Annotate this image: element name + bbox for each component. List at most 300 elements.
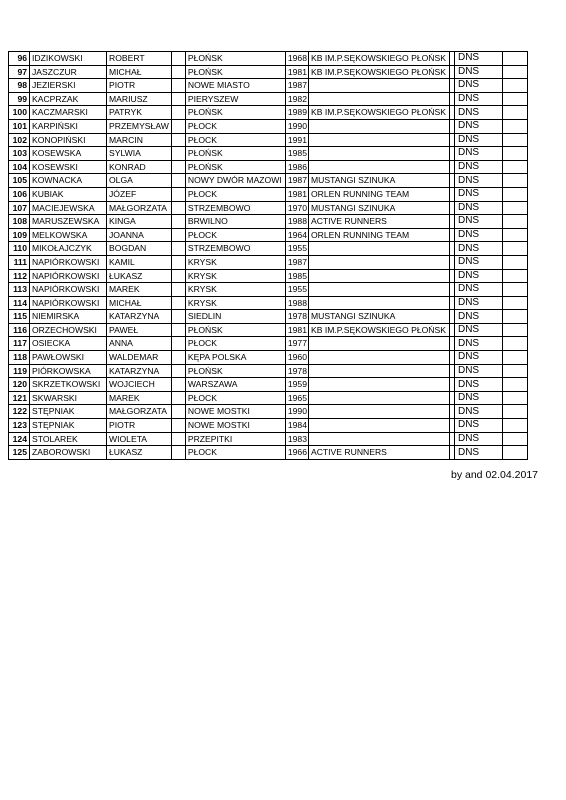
cell-club <box>308 432 449 446</box>
cell-category <box>171 201 185 215</box>
cell-city: PŁOCK <box>185 337 285 351</box>
cell-number: 98 <box>9 79 30 93</box>
cell-club <box>308 147 449 161</box>
cell-status: DNS <box>454 174 502 188</box>
cell-club <box>308 92 449 106</box>
cell-last-name: MIKOŁAJCZYK <box>30 242 107 256</box>
cell-status: DNS <box>454 432 502 446</box>
cell-status: DNS <box>454 65 502 79</box>
cell-first-name: ANNA <box>107 337 172 351</box>
cell-city: PŁOCK <box>185 133 285 147</box>
cell-first-name: MAREK <box>107 391 172 405</box>
table-row <box>9 201 528 215</box>
cell-number: 99 <box>9 92 30 106</box>
cell-category <box>171 228 185 242</box>
cell-category <box>171 133 185 147</box>
cell-city: STRZEMBOWO <box>185 242 285 256</box>
cell-birth-year: 1955 <box>285 242 308 256</box>
cell-city: PŁOCK <box>185 119 285 133</box>
cell-category <box>171 52 185 66</box>
cell-last-name: KARPIŃSKI <box>30 119 107 133</box>
cell-first-name: OLGA <box>107 174 172 188</box>
cell-birth-year: 1988 <box>285 215 308 229</box>
cell-last-name: KONOPIŃSKI <box>30 133 107 147</box>
cell-city: PŁOŃSK <box>185 160 285 174</box>
cell-category <box>171 283 185 297</box>
cell-empty <box>502 228 527 242</box>
cell-last-name: KACPRZAK <box>30 92 107 106</box>
cell-status: DNS <box>454 351 502 365</box>
cell-last-name: STĘPNIAK <box>30 405 107 419</box>
cell-club: KB IM.P.SĘKOWSKIEGO PŁOŃSK <box>308 52 449 66</box>
cell-birth-year: 1985 <box>285 147 308 161</box>
cell-first-name: KATARZYNA <box>107 310 172 324</box>
cell-empty <box>502 419 527 433</box>
cell-birth-year: 1987 <box>285 255 308 269</box>
cell-status: DNS <box>454 228 502 242</box>
table-row <box>9 351 528 365</box>
cell-first-name: WIOLETA <box>107 432 172 446</box>
cell-birth-year: 1960 <box>285 351 308 365</box>
cell-category <box>171 160 185 174</box>
cell-club: MUSTANGI SZINUKA <box>308 201 449 215</box>
cell-first-name: KATARZYNA <box>107 364 172 378</box>
cell-club <box>308 378 449 392</box>
cell-club <box>308 296 449 310</box>
cell-birth-year: 1977 <box>285 337 308 351</box>
cell-first-name: SYLWIA <box>107 147 172 161</box>
cell-last-name: NAPIÓRKOWSKI <box>30 296 107 310</box>
cell-number: 120 <box>9 378 30 392</box>
cell-first-name: JOANNA <box>107 228 172 242</box>
cell-last-name: ORZECHOWSKI <box>30 323 107 337</box>
cell-first-name: MARCIN <box>107 133 172 147</box>
cell-birth-year: 1991 <box>285 133 308 147</box>
cell-club: ACTIVE RUNNERS <box>308 446 449 460</box>
cell-empty <box>502 201 527 215</box>
table-row <box>9 269 528 283</box>
table-row <box>9 255 528 269</box>
cell-empty <box>502 215 527 229</box>
cell-birth-year: 1986 <box>285 160 308 174</box>
cell-last-name: PIÓRKOWSKA <box>30 364 107 378</box>
cell-city: PŁOCK <box>185 391 285 405</box>
cell-club: ORLEN RUNNING TEAM <box>308 228 449 242</box>
cell-category <box>171 310 185 324</box>
cell-club <box>308 255 449 269</box>
cell-category <box>171 119 185 133</box>
cell-status: DNS <box>454 187 502 201</box>
table-row <box>9 79 528 93</box>
cell-empty <box>502 310 527 324</box>
cell-number: 109 <box>9 228 30 242</box>
cell-number: 115 <box>9 310 30 324</box>
cell-birth-year: 1985 <box>285 269 308 283</box>
cell-city: NOWY DWÓR MAZOWI <box>185 174 285 188</box>
cell-city: PIERYSZEW <box>185 92 285 106</box>
cell-number: 97 <box>9 65 30 79</box>
cell-city: PŁOŃSK <box>185 106 285 120</box>
cell-empty <box>502 65 527 79</box>
cell-birth-year: 1990 <box>285 119 308 133</box>
cell-city: STRZEMBOWO <box>185 201 285 215</box>
cell-birth-year: 1964 <box>285 228 308 242</box>
cell-category <box>171 323 185 337</box>
cell-last-name: MACIEJEWSKA <box>30 201 107 215</box>
cell-empty <box>502 52 527 66</box>
cell-club <box>308 242 449 256</box>
cell-status: DNS <box>454 201 502 215</box>
cell-birth-year: 1983 <box>285 432 308 446</box>
cell-category <box>171 364 185 378</box>
cell-status: DNS <box>454 378 502 392</box>
cell-empty <box>502 337 527 351</box>
cell-club: ORLEN RUNNING TEAM <box>308 187 449 201</box>
cell-last-name: KOSEWSKI <box>30 160 107 174</box>
cell-number: 112 <box>9 269 30 283</box>
cell-first-name: JÓZEF <box>107 187 172 201</box>
cell-category <box>171 215 185 229</box>
cell-last-name: STĘPNIAK <box>30 419 107 433</box>
table-row <box>9 242 528 256</box>
table-row <box>9 337 528 351</box>
table-row <box>9 446 528 460</box>
cell-city: NOWE MIASTO <box>185 79 285 93</box>
cell-number: 116 <box>9 323 30 337</box>
cell-club <box>308 351 449 365</box>
cell-first-name: WALDEMAR <box>107 351 172 365</box>
cell-number: 108 <box>9 215 30 229</box>
cell-category <box>171 187 185 201</box>
cell-birth-year: 1987 <box>285 174 308 188</box>
cell-number: 121 <box>9 391 30 405</box>
cell-first-name: MAŁGORZATA <box>107 201 172 215</box>
cell-city: WARSZAWA <box>185 378 285 392</box>
cell-category <box>171 391 185 405</box>
cell-last-name: SKRZETKOWSKI <box>30 378 107 392</box>
table-row <box>9 378 528 392</box>
cell-empty <box>502 119 527 133</box>
cell-birth-year: 1965 <box>285 391 308 405</box>
table-row <box>9 52 528 66</box>
table-row <box>9 119 528 133</box>
cell-number: 124 <box>9 432 30 446</box>
cell-city: PRZEPITKI <box>185 432 285 446</box>
cell-category <box>171 92 185 106</box>
cell-city: BRWILNO <box>185 215 285 229</box>
cell-city: NOWE MOSTKI <box>185 419 285 433</box>
results-body <box>9 52 528 460</box>
cell-category <box>171 79 185 93</box>
cell-empty <box>502 269 527 283</box>
cell-number: 118 <box>9 351 30 365</box>
cell-number: 111 <box>9 255 30 269</box>
cell-club: KB IM.P.SĘKOWSKIEGO PŁOŃSK <box>308 106 449 120</box>
cell-first-name: MAREK <box>107 283 172 297</box>
cell-number: 122 <box>9 405 30 419</box>
cell-birth-year: 1978 <box>285 310 308 324</box>
table-row <box>9 432 528 446</box>
cell-last-name: KUBIAK <box>30 187 107 201</box>
cell-last-name: STOLAREK <box>30 432 107 446</box>
cell-status: DNS <box>454 364 502 378</box>
table-row <box>9 174 528 188</box>
cell-last-name: NIEMIRSKA <box>30 310 107 324</box>
cell-status: DNS <box>454 133 502 147</box>
cell-status: DNS <box>454 323 502 337</box>
cell-status: DNS <box>454 160 502 174</box>
cell-city: KRYSK <box>185 296 285 310</box>
cell-status: DNS <box>454 255 502 269</box>
cell-category <box>171 106 185 120</box>
cell-first-name: MARIUSZ <box>107 92 172 106</box>
cell-last-name: NAPIÓRKOWSKI <box>30 283 107 297</box>
cell-birth-year: 1984 <box>285 419 308 433</box>
cell-category <box>171 378 185 392</box>
cell-empty <box>502 391 527 405</box>
cell-number: 113 <box>9 283 30 297</box>
cell-city: PŁOŃSK <box>185 65 285 79</box>
cell-first-name: PRZEMYSŁAW <box>107 119 172 133</box>
cell-club <box>308 79 449 93</box>
cell-empty <box>502 283 527 297</box>
cell-club <box>308 269 449 283</box>
cell-category <box>171 432 185 446</box>
cell-birth-year: 1955 <box>285 283 308 297</box>
cell-first-name: MICHAŁ <box>107 296 172 310</box>
cell-birth-year: 1970 <box>285 201 308 215</box>
cell-last-name: KACZMARSKI <box>30 106 107 120</box>
cell-club <box>308 337 449 351</box>
cell-club: MUSTANGI SZINUKA <box>308 310 449 324</box>
cell-first-name: ŁUKASZ <box>107 446 172 460</box>
cell-number: 106 <box>9 187 30 201</box>
cell-city: PŁOŃSK <box>185 52 285 66</box>
cell-status: DNS <box>454 92 502 106</box>
cell-category <box>171 296 185 310</box>
cell-club: KB IM.P.SĘKOWSKIEGO PŁOŃSK <box>308 65 449 79</box>
cell-category <box>171 446 185 460</box>
cell-number: 125 <box>9 446 30 460</box>
cell-city: KRYSK <box>185 255 285 269</box>
cell-city: SIEDLIN <box>185 310 285 324</box>
cell-last-name: PAWŁOWSKI <box>30 351 107 365</box>
cell-empty <box>502 351 527 365</box>
cell-number: 105 <box>9 174 30 188</box>
table-row <box>9 228 528 242</box>
cell-first-name: WOJCIECH <box>107 378 172 392</box>
cell-city: KRYSK <box>185 283 285 297</box>
cell-number: 114 <box>9 296 30 310</box>
cell-club <box>308 160 449 174</box>
cell-last-name: SKWARSKI <box>30 391 107 405</box>
cell-number: 102 <box>9 133 30 147</box>
cell-first-name: MICHAŁ <box>107 65 172 79</box>
cell-city: KĘPA POLSKA <box>185 351 285 365</box>
cell-city: PŁOŃSK <box>185 323 285 337</box>
cell-number: 107 <box>9 201 30 215</box>
cell-number: 101 <box>9 119 30 133</box>
cell-city: PŁOCK <box>185 446 285 460</box>
cell-empty <box>502 296 527 310</box>
table-row <box>9 391 528 405</box>
cell-empty <box>502 405 527 419</box>
cell-status: DNS <box>454 405 502 419</box>
cell-empty <box>502 92 527 106</box>
cell-number: 123 <box>9 419 30 433</box>
cell-birth-year: 1968 <box>285 52 308 66</box>
cell-empty <box>502 323 527 337</box>
cell-empty <box>502 106 527 120</box>
cell-last-name: JASZCZUR <box>30 65 107 79</box>
cell-status: DNS <box>454 79 502 93</box>
cell-birth-year: 1987 <box>285 79 308 93</box>
cell-last-name: KOWNACKA <box>30 174 107 188</box>
cell-status: DNS <box>454 269 502 283</box>
cell-empty <box>502 378 527 392</box>
cell-empty <box>502 446 527 460</box>
cell-last-name: IDZIKOWSKI <box>30 52 107 66</box>
results-table <box>8 51 528 460</box>
cell-number: 100 <box>9 106 30 120</box>
cell-category <box>171 419 185 433</box>
cell-status: DNS <box>454 337 502 351</box>
cell-number: 96 <box>9 52 30 66</box>
cell-last-name: JEZIERSKI <box>30 79 107 93</box>
cell-empty <box>502 187 527 201</box>
cell-status: DNS <box>454 119 502 133</box>
cell-category <box>171 147 185 161</box>
cell-status: DNS <box>454 310 502 324</box>
cell-empty <box>502 133 527 147</box>
cell-birth-year: 1959 <box>285 378 308 392</box>
cell-club <box>308 419 449 433</box>
table-row <box>9 405 528 419</box>
cell-first-name: MAŁGORZATA <box>107 405 172 419</box>
cell-city: PŁOŃSK <box>185 147 285 161</box>
table-row <box>9 323 528 337</box>
cell-birth-year: 1989 <box>285 106 308 120</box>
cell-status: DNS <box>454 242 502 256</box>
table-row <box>9 65 528 79</box>
cell-number: 103 <box>9 147 30 161</box>
cell-status: DNS <box>454 446 502 460</box>
table-row <box>9 160 528 174</box>
cell-last-name: NAPIÓRKOWSKI <box>30 255 107 269</box>
cell-club: ACTIVE RUNNERS <box>308 215 449 229</box>
cell-club <box>308 283 449 297</box>
cell-status: DNS <box>454 296 502 310</box>
cell-club <box>308 133 449 147</box>
cell-first-name: ŁUKASZ <box>107 269 172 283</box>
cell-club <box>308 391 449 405</box>
table-row <box>9 187 528 201</box>
cell-first-name: KINGA <box>107 215 172 229</box>
cell-empty <box>502 364 527 378</box>
cell-number: 117 <box>9 337 30 351</box>
table-row <box>9 310 528 324</box>
cell-club <box>308 119 449 133</box>
cell-category <box>171 174 185 188</box>
cell-city: PŁOCK <box>185 228 285 242</box>
cell-first-name: KAMIL <box>107 255 172 269</box>
cell-status: DNS <box>454 283 502 297</box>
cell-status: DNS <box>454 147 502 161</box>
cell-birth-year: 1988 <box>285 296 308 310</box>
cell-last-name: KOSEWSKA <box>30 147 107 161</box>
table-row <box>9 296 528 310</box>
cell-first-name: ROBERT <box>107 52 172 66</box>
cell-last-name: NAPIÓRKOWSKI <box>30 269 107 283</box>
table-row <box>9 283 528 297</box>
cell-first-name: PATRYK <box>107 106 172 120</box>
table-row <box>9 419 528 433</box>
cell-empty <box>502 255 527 269</box>
cell-last-name: ZABOROWSKI <box>30 446 107 460</box>
cell-last-name: MELKOWSKA <box>30 228 107 242</box>
table-row <box>9 215 528 229</box>
cell-last-name: OSIECKA <box>30 337 107 351</box>
cell-city: PŁOCK <box>185 187 285 201</box>
table-row <box>9 364 528 378</box>
cell-birth-year: 1981 <box>285 187 308 201</box>
cell-birth-year: 1966 <box>285 446 308 460</box>
cell-first-name: PIOTR <box>107 79 172 93</box>
cell-number: 110 <box>9 242 30 256</box>
cell-city: NOWE MOSTKI <box>185 405 285 419</box>
cell-number: 104 <box>9 160 30 174</box>
cell-status: DNS <box>454 106 502 120</box>
cell-status: DNS <box>454 419 502 433</box>
cell-club <box>308 405 449 419</box>
cell-club: KB IM.P.SĘKOWSKIEGO PŁOŃSK <box>308 323 449 337</box>
cell-empty <box>502 432 527 446</box>
cell-first-name: PAWEŁ <box>107 323 172 337</box>
cell-first-name: BOGDAN <box>107 242 172 256</box>
cell-category <box>171 405 185 419</box>
cell-birth-year: 1982 <box>285 92 308 106</box>
cell-category <box>171 255 185 269</box>
cell-birth-year: 1990 <box>285 405 308 419</box>
cell-number: 119 <box>9 364 30 378</box>
cell-empty <box>502 79 527 93</box>
table-row <box>9 133 528 147</box>
cell-status: DNS <box>454 391 502 405</box>
cell-empty <box>502 242 527 256</box>
cell-category <box>171 351 185 365</box>
cell-club: MUSTANGI SZINUKA <box>308 174 449 188</box>
table-row <box>9 92 528 106</box>
cell-birth-year: 1981 <box>285 323 308 337</box>
table-row <box>9 106 528 120</box>
cell-club <box>308 364 449 378</box>
cell-empty <box>502 160 527 174</box>
cell-first-name: KONRAD <box>107 160 172 174</box>
cell-status: DNS <box>454 52 502 66</box>
footer-date-note: by and 02.04.2017 <box>451 469 538 481</box>
cell-city: PŁOŃSK <box>185 364 285 378</box>
cell-empty <box>502 174 527 188</box>
cell-empty <box>502 147 527 161</box>
cell-last-name: MARUSZEWSKA <box>30 215 107 229</box>
table-row <box>9 147 528 161</box>
cell-category <box>171 337 185 351</box>
cell-birth-year: 1981 <box>285 65 308 79</box>
cell-category <box>171 242 185 256</box>
cell-category <box>171 65 185 79</box>
cell-birth-year: 1978 <box>285 364 308 378</box>
cell-status: DNS <box>454 215 502 229</box>
